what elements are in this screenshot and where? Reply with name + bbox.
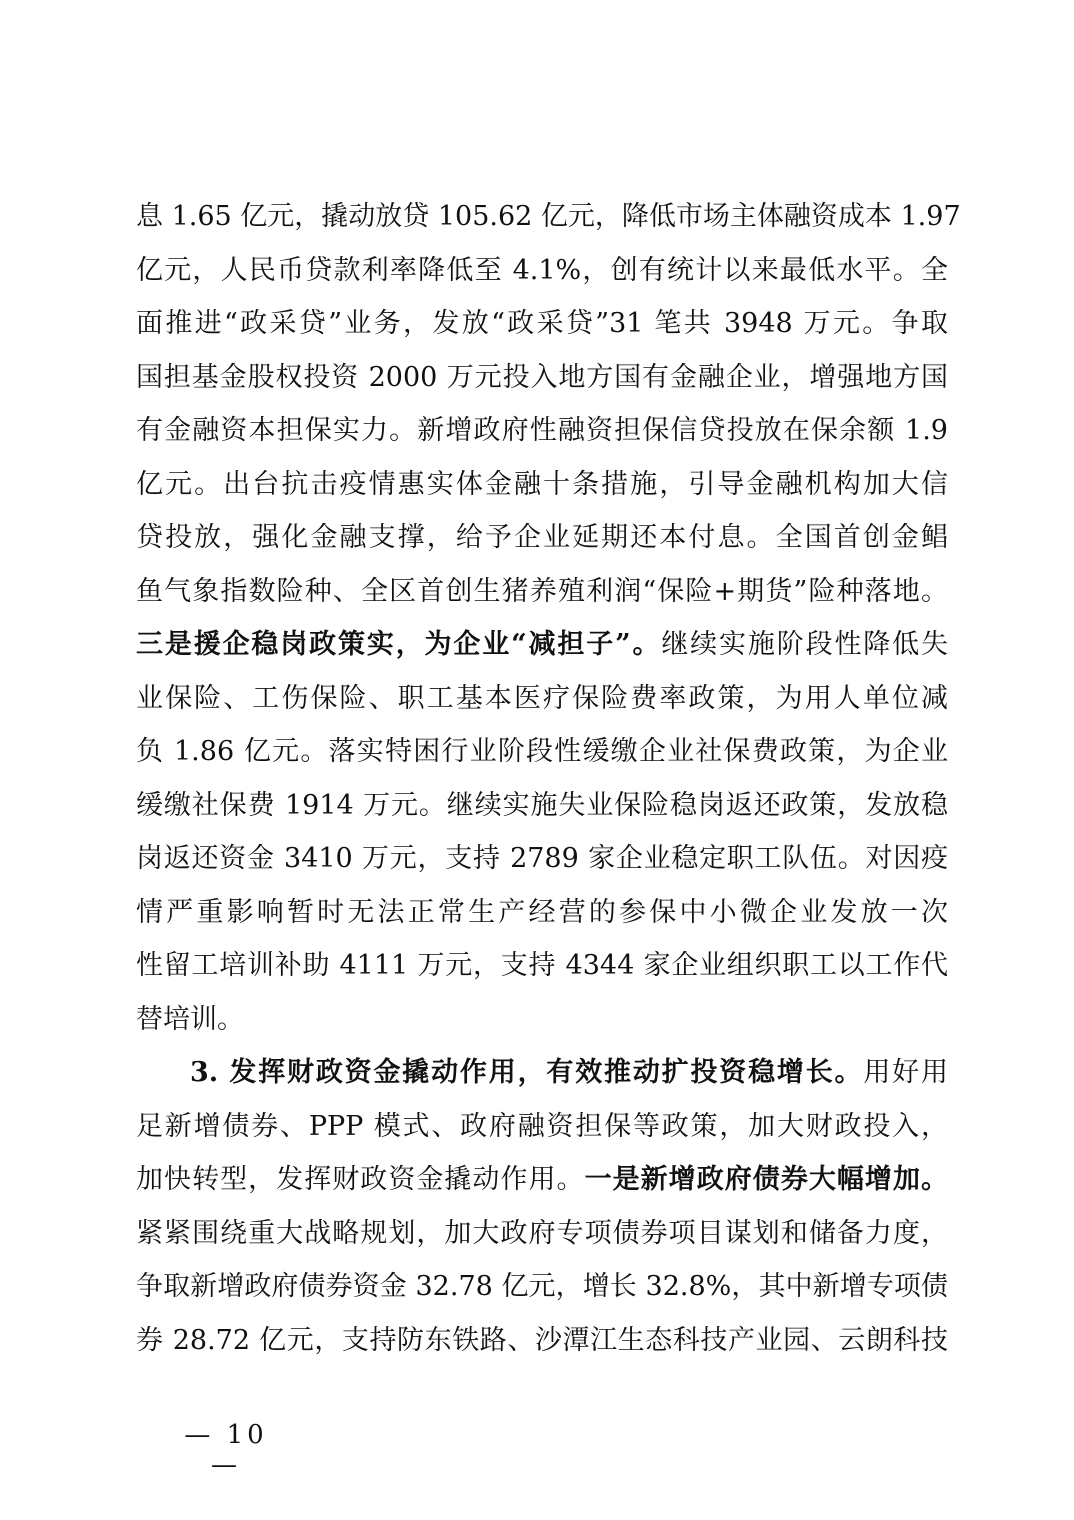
text-line: 亿元，人民币贷款利率降低至 4.1%，创有统计以来最低水平。全 bbox=[136, 254, 948, 286]
page-number: — 10 — bbox=[184, 1420, 268, 1480]
text-line: 息 1.65 亿元，撬动放贷 105.62 亿元，降低市场主体融资成本 1.97 bbox=[136, 201, 961, 232]
body-text bbox=[136, 190, 961, 1367]
subheading-bold: 三是援企稳岗政策实，为企业“减担子”。 bbox=[136, 629, 662, 660]
text-line: 鱼气象指数险种、全区首创生猪养殖利润“保险+期货”险种落地。 bbox=[136, 575, 948, 607]
text-line: 国担基金股权投资 2000 万元投入地方国有金融企业，增强地方国 bbox=[136, 361, 948, 393]
text-line: 替培训。 bbox=[136, 1003, 244, 1035]
subheading-rest: 继续实施阶段性降低失 bbox=[661, 629, 949, 660]
text-line: 足新增债券、PPP 模式、政府融资担保等政策，加大财政投入， bbox=[136, 1110, 948, 1142]
section-heading-rest: 用好用 bbox=[863, 1057, 948, 1088]
text-line: 争取新增政府债券资金 32.78 亿元，增长 32.8%，其中新增专项债 bbox=[136, 1271, 948, 1302]
text-line: 贷投放，强化金融支撑，给予企业延期还本付息。全国首创金鲳 bbox=[136, 522, 948, 553]
text-plain: 加快转型，发挥财政资金撬动作用。 bbox=[136, 1164, 585, 1195]
text-line-with-bold bbox=[136, 1153, 948, 1207]
text-line: 性留工培训补助 4111 万元，支持 4344 家企业组织职工以工作代 bbox=[136, 950, 948, 981]
text-line: 紧紧围绕重大战略规划，加大政府专项债券项目谋划和储备力度， bbox=[136, 1217, 948, 1249]
text-line: 岗返还资金 3410 万元，支持 2789 家企业稳定职工队伍。对因疫 bbox=[136, 843, 948, 874]
text-line: 缓缴社保费 1914 万元。继续实施失业保险稳岗返还政策，发放稳 bbox=[136, 789, 948, 821]
section-heading: 3. 发挥财政资金撬动作用，有效推动扩投资稳增长。 bbox=[190, 1057, 864, 1088]
text-line: 亿元。出台抗击疫情惠实体金融十条措施，引导金融机构加大信 bbox=[136, 468, 948, 500]
subheading-line bbox=[136, 618, 948, 672]
text-line: 有金融资本担保实力。新增政府性融资担保信贷投放在保余额 1.9 bbox=[136, 415, 948, 446]
text-line: 业保险、工伤保险、职工基本医疗保险费率政策，为用人单位减 bbox=[136, 682, 948, 714]
section-heading-line bbox=[136, 1046, 948, 1100]
text-line: 券 28.72 亿元，支持防东铁路、沙潭江生态科技产业园、云朗科技 bbox=[136, 1324, 948, 1356]
text-line: 情严重影响暂时无法正常生产经营的参保中小微企业发放一次 bbox=[136, 896, 948, 928]
text-line: 负 1.86 亿元。落实特困行业阶段性缓缴企业社保费政策，为企业 bbox=[136, 736, 948, 767]
text-bold: 一是新增政府债券大幅增加。 bbox=[584, 1164, 949, 1195]
text-line: 面推进“政采贷”业务，发放“政采贷”31 笔共 3948 万元。争取 bbox=[136, 308, 948, 339]
